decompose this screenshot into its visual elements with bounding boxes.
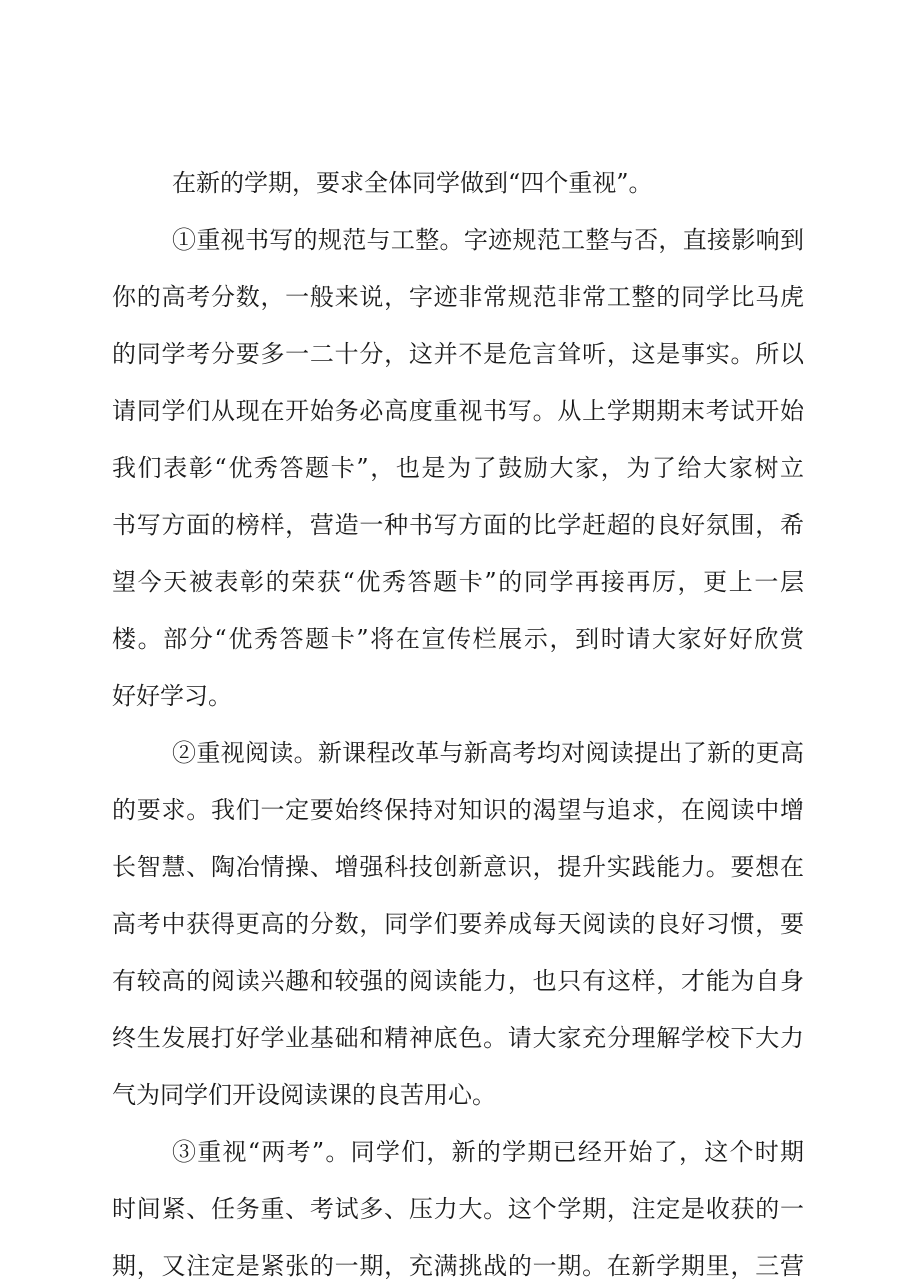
text-line: 有较高的阅读兴趣和较强的阅读能力，也只有这样，才能为自身 bbox=[112, 967, 804, 995]
text-line: 终生发展打好学业基础和精神底色。请大家充分理解学校下大力 bbox=[112, 1024, 804, 1052]
text-line: 楼。部分“优秀答题卡”将在宣传栏展示，到时请大家好好欣赏 bbox=[112, 625, 804, 653]
text-line: 的要求。我们一定要始终保持对知识的渴望与追求，在阅读中增 bbox=[112, 796, 804, 824]
text-line: 我们表彰“优秀答题卡”，也是为了鼓励大家，为了给大家树立 bbox=[112, 454, 804, 482]
text-line: 长智慧、陶冶情操、增强科技创新意识，提升实践能力。要想在 bbox=[112, 853, 804, 881]
text-line: 你的高考分数，一般来说，字迹非常规范非常工整的同学比马虎 bbox=[112, 283, 804, 311]
text-line: ①重视书写的规范与工整。字迹规范工整与否，直接影响到 bbox=[172, 226, 804, 254]
text-line: 望今天被表彰的荣获“优秀答题卡”的同学再接再厉，更上一层 bbox=[112, 568, 804, 596]
text-line: 的同学考分要多一二十分，这并不是危言耸听，这是事实。所以 bbox=[112, 340, 804, 368]
text-line: 请同学们从现在开始务必高度重视书写。从上学期期末考试开始 bbox=[112, 397, 804, 425]
text-line: 期，又注定是紧张的一期，充满挑战的一期。在新学期里，三营 bbox=[112, 1252, 804, 1280]
text-line: ②重视阅读。新课程改革与新高考均对阅读提出了新的更高 bbox=[172, 739, 804, 767]
text-line: 在新的学期，要求全体同学做到“四个重视”。 bbox=[172, 169, 653, 197]
text-line: 好好学习。 bbox=[112, 682, 232, 710]
text-line: 气为同学们开设阅读课的良苦用心。 bbox=[112, 1081, 496, 1109]
text-line: ③重视“两考”。同学们，新的学期已经开始了，这个时期 bbox=[172, 1138, 804, 1166]
text-line: 时间紧、任务重、考试多、压力大。这个学期，注定是收获的一 bbox=[112, 1195, 804, 1223]
text-line: 书写方面的榜样，营造一种书写方面的比学赶超的良好氛围，希 bbox=[112, 511, 804, 539]
text-line: 高考中获得更高的分数，同学们要养成每天阅读的良好习惯，要 bbox=[112, 910, 804, 938]
